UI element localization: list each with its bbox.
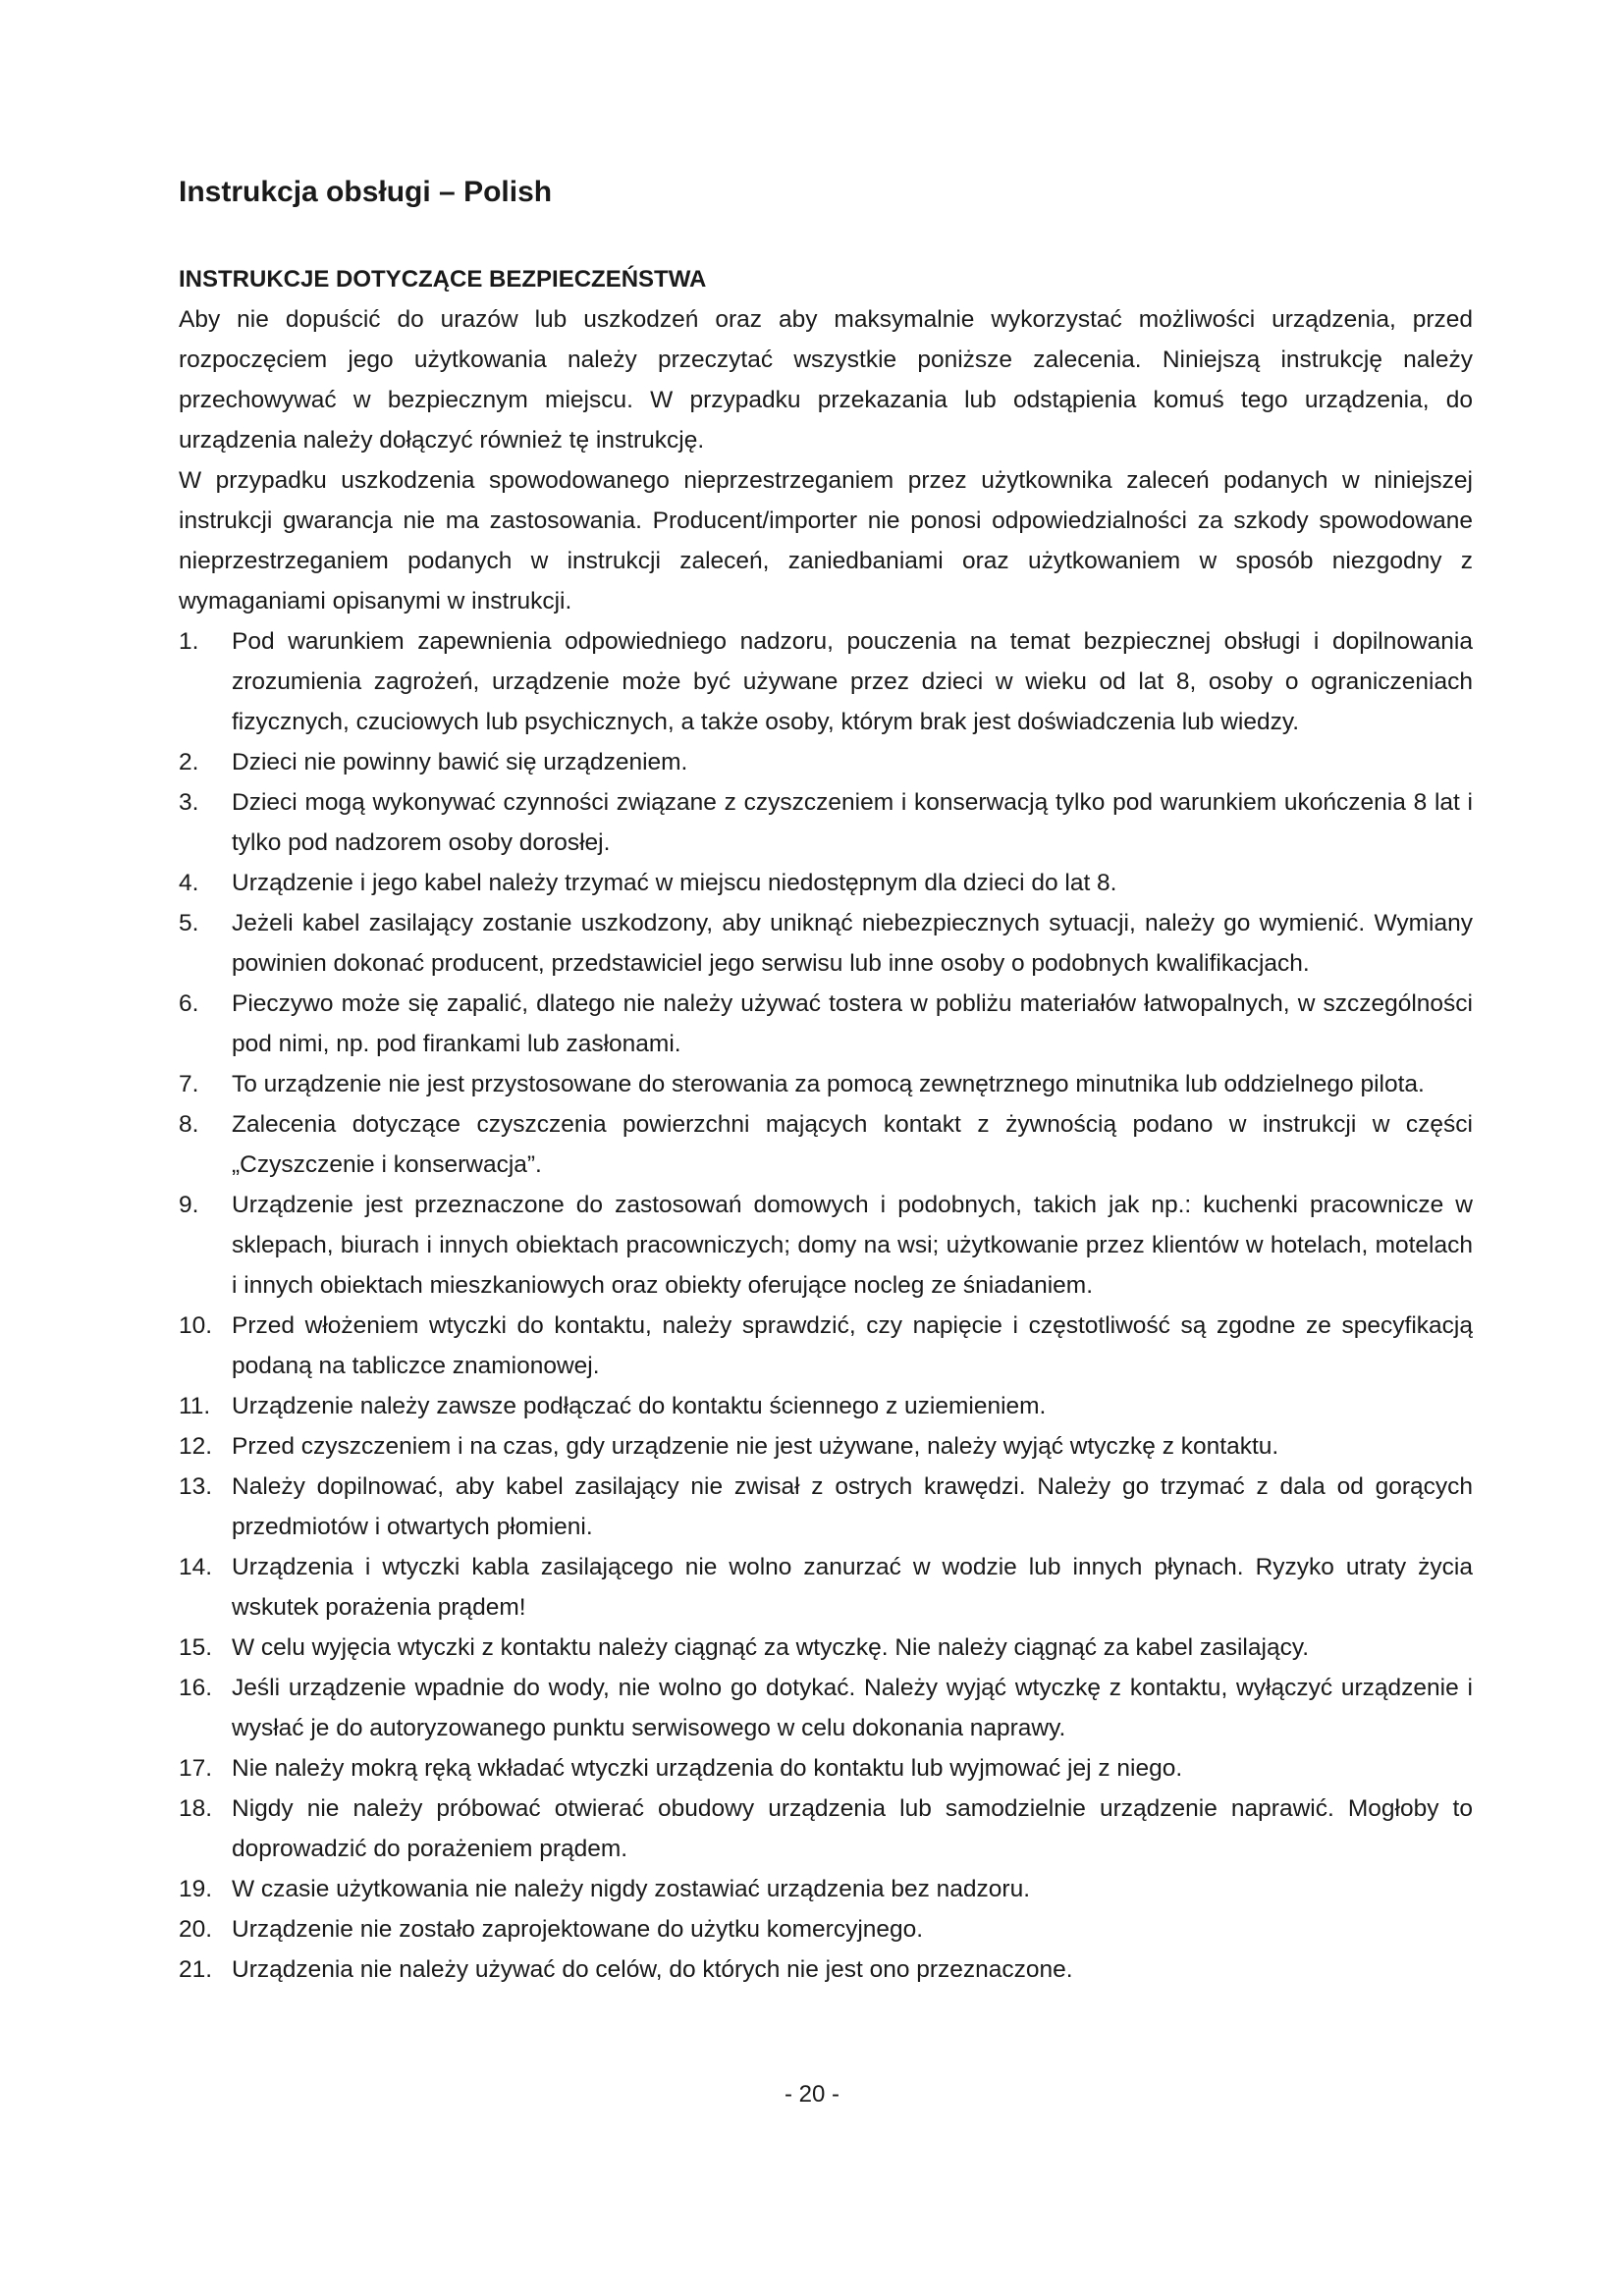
list-item xyxy=(179,1185,1473,1306)
page-number: - 20 - xyxy=(784,2081,839,2108)
page-title: Instrukcja obsługi – Polish xyxy=(179,176,553,208)
list-item xyxy=(179,863,1473,903)
list-item-text: W celu wyjęcia wtyczki z kontaktu należy ciągnąć za wtyczkę. Nie należy ciągnąć za kabel zasilający. xyxy=(232,1634,1310,1661)
intro-paragraph-1: Aby nie dopuścić do urazów lub uszkodzeń oraz aby maksymalnie wykorzystać możliwości urządzenia, przed rozpoczęciem jego użytkowania należy przeczytać wszystkie poniższe zalecenia. Niniejszą instrukcję należy przechowywać w bezpiecznym miejscu. W przypadku przekazania lub odstąpienia komuś tego urządzenia, do urządzenia należy dołączyć również tę instrukcję. xyxy=(179,306,1473,454)
list-item-number: 18. xyxy=(179,1795,213,1822)
list-item xyxy=(179,1426,1473,1467)
list-item-text: Należy dopilnować, aby kabel zasilający nie zwisał z ostrych krawędzi. Należy go trzymać z dala od gorących przedmiotów i otwartych płomieni. xyxy=(232,1473,1473,1540)
list-item xyxy=(179,1789,1473,1869)
list-item-text: Pod warunkiem zapewnienia odpowiedniego nadzoru, pouczenia na temat bezpiecznej obsługi i dopilnowania zrozumienia zagrożeń, urządzenie może być używane przez dzieci w wieku od lat 8, osoby o ograniczeniach fizycznych, czuciowych lub psychicznych, a także osoby, którym brak jest doświadczenia lub wiedzy. xyxy=(232,628,1473,735)
list-item xyxy=(179,1306,1473,1386)
list-item-text: Przed włożeniem wtyczki do kontaktu, należy sprawdzić, czy napięcie i częstotliwość są zgodne ze specyfikacją podaną na tabliczce znamionowej. xyxy=(232,1312,1473,1379)
list-item-text: Jeśli urządzenie wpadnie do wody, nie wolno go dotykać. Należy wyjąć wtyczkę z kontaktu, wyłączyć urządzenie i wysłać je do autoryzowanego punktu serwisowego w celu dokonania naprawy. xyxy=(232,1675,1473,1741)
list-item-text: Nigdy nie należy próbować otwierać obudowy urządzenia lub samodzielnie urządzenie naprawić. Mogłoby to doprowadzić do porażeniem prądem. xyxy=(232,1795,1473,1862)
intro-paragraph-2: W przypadku uszkodzenia spowodowanego nieprzestrzeganiem przez użytkownika zaleceń podanych w niniejszej instrukcji gwarancja nie ma zastosowania. Producent/importer nie ponosi odpowiedzialności za szkody spowodowane nieprzestrzeganiem podanych w instrukcji zaleceń, zaniedbaniami oraz użytkowaniem w sposób niezgodny z wymaganiami opisanymi w instrukcji. xyxy=(179,467,1473,614)
document-page xyxy=(179,173,1473,1990)
list-item-number: 15. xyxy=(179,1634,213,1661)
list-item xyxy=(179,1909,1473,1949)
safety-rules-list xyxy=(179,621,1473,1990)
list-item xyxy=(179,742,1473,782)
list-item-number: 5. xyxy=(179,910,199,936)
list-item-text: Urządzenie jest przeznaczone do zastosowań domowych i podobnych, takich jak np.: kuchenki pracownicze w sklepach, biurach i innych obiektach pracowniczych; domy na wsi; użytkowanie przez klientów w hotelach, motelach i innych obiektach mieszkaniowych oraz obiekty oferujące nocleg ze śniadaniem. xyxy=(232,1192,1473,1299)
list-item xyxy=(179,1949,1473,1990)
list-item-number: 17. xyxy=(179,1755,213,1782)
list-item xyxy=(179,903,1473,984)
list-item-text: Pieczywo może się zapalić, dlatego nie należy używać tostera w pobliżu materiałów łatwopalnych, w szczególności pod nimi, np. pod firankami lub zasłonami. xyxy=(232,990,1473,1057)
list-item xyxy=(179,1628,1473,1668)
list-item-text: Urządzenia i wtyczki kabla zasilającego nie wolno zanurzać w wodzie lub innych płynach. Ryzyko utraty życia wskutek porażenia prądem! xyxy=(232,1554,1473,1621)
list-item-text: Zalecenia dotyczące czyszczenia powierzchni mających kontakt z żywnością podano w instrukcji w części „Czyszczenie i konserwacja”. xyxy=(232,1111,1473,1178)
list-item xyxy=(179,621,1473,742)
list-item-text: Dzieci nie powinny bawić się urządzeniem. xyxy=(232,749,688,775)
list-item-number: 19. xyxy=(179,1876,213,1902)
list-item-number: 8. xyxy=(179,1111,199,1138)
list-item-number: 9. xyxy=(179,1192,199,1218)
list-item-text: Urządzenie i jego kabel należy trzymać w miejscu niedostępnym dla dzieci do lat 8. xyxy=(232,870,1117,896)
list-item xyxy=(179,984,1473,1064)
list-item-text: Jeżeli kabel zasilający zostanie uszkodzony, aby uniknąć niebezpiecznych sytuacji, należy go wymienić. Wymiany powinien dokonać producent, przedstawiciel jego serwisu lub inne osoby o podobnych kwalifikacjach. xyxy=(232,910,1473,977)
list-item-text: Przed czyszczeniem i na czas, gdy urządzenie nie jest używane, należy wyjąć wtyczkę z kontaktu. xyxy=(232,1433,1279,1460)
list-item-number: 14. xyxy=(179,1554,213,1580)
list-item-text: Urządzenia nie należy używać do celów, do których nie jest ono przeznaczone. xyxy=(232,1956,1073,1983)
list-item xyxy=(179,1104,1473,1185)
list-item xyxy=(179,1869,1473,1909)
list-item-text: W czasie użytkowania nie należy nigdy zostawiać urządzenia bez nadzoru. xyxy=(232,1876,1031,1902)
list-item-text: Nie należy mokrą ręką wkładać wtyczki urządzenia do kontaktu lub wyjmować jej z niego. xyxy=(232,1755,1183,1782)
list-item-text: Urządzenie należy zawsze podłączać do kontaktu ściennego z uziemieniem. xyxy=(232,1393,1047,1419)
list-item-number: 3. xyxy=(179,789,199,816)
list-item-number: 10. xyxy=(179,1312,213,1339)
list-item-number: 12. xyxy=(179,1433,213,1460)
list-item-text: Urządzenie nie zostało zaprojektowane do użytku komercyjnego. xyxy=(232,1916,924,1943)
list-item xyxy=(179,1547,1473,1628)
list-item-number: 20. xyxy=(179,1916,213,1943)
list-item-text: Dzieci mogą wykonywać czynności związane z czyszczeniem i konserwacją tylko pod warunkiem ukończenia 8 lat i tylko pod nadzorem osoby dorosłej. xyxy=(232,789,1473,856)
list-item-number: 16. xyxy=(179,1675,213,1701)
list-item xyxy=(179,1064,1473,1104)
list-item-text: To urządzenie nie jest przystosowane do sterowania za pomocą zewnętrznego minutnika lub oddzielnego pilota. xyxy=(232,1071,1425,1097)
list-item xyxy=(179,782,1473,863)
list-item-number: 1. xyxy=(179,628,199,655)
list-item xyxy=(179,1467,1473,1547)
list-item-number: 6. xyxy=(179,990,199,1017)
section-heading: INSTRUKCJE DOTYCZĄCE BEZPIECZEŃSTWA xyxy=(179,266,707,293)
list-item-number: 7. xyxy=(179,1071,199,1097)
list-item-number: 13. xyxy=(179,1473,213,1500)
list-item-number: 2. xyxy=(179,749,199,775)
list-item-number: 4. xyxy=(179,870,199,896)
list-item xyxy=(179,1386,1473,1426)
list-item-number: 21. xyxy=(179,1956,213,1983)
list-item xyxy=(179,1668,1473,1748)
list-item-number: 11. xyxy=(179,1393,211,1419)
list-item xyxy=(179,1748,1473,1789)
